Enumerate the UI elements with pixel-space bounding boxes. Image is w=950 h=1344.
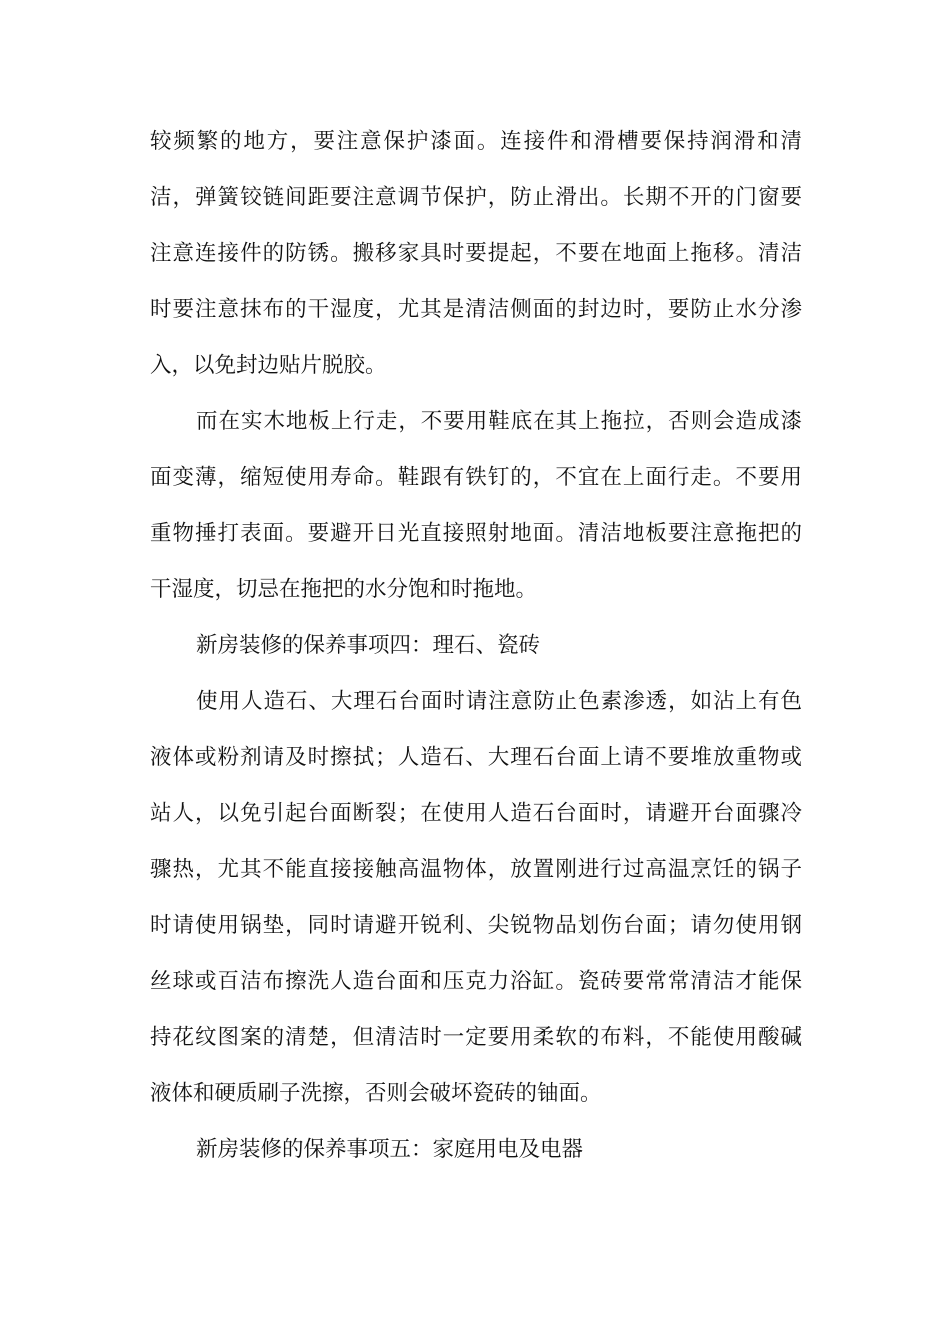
text-line: 丝球或百洁布擦洗人造台面和压克力浴缸。瓷砖要常常清洁才能保 xyxy=(150,969,802,994)
text-line: 液体或粉剂请及时擦拭；人造石、大理石台面上请不要堆放重物或 xyxy=(150,745,802,770)
text-line: 入，以免封边贴片脱胶。 xyxy=(150,353,387,378)
text-line: 骤热，尤其不能直接接触高温物体，放置刚进行过高温烹饪的锅子 xyxy=(150,857,802,882)
text-line: 面变薄，缩短使用寿命。鞋跟有铁钉的，不宜在上面行走。不要用 xyxy=(150,465,802,490)
text-line: 较频繁的地方，要注意保护漆面。连接件和滑槽要保持润滑和清 xyxy=(150,129,802,154)
text-line: 洁，弹簧铰链间距要注意调节保护，防止滑出。长期不开的门窗要 xyxy=(150,185,802,210)
heading-line: 新房装修的保养事项五：家庭用电及电器 xyxy=(196,1137,584,1162)
paragraph xyxy=(150,394,802,618)
text-line: 持花纹图案的清楚，但清洁时一定要用柔软的布料，不能使用酸碱 xyxy=(150,1025,802,1050)
section-heading xyxy=(150,1122,802,1178)
text-line: 干湿度，切忌在拖把的水分饱和时拖地。 xyxy=(150,577,538,602)
heading-line: 新房装修的保养事项四：理石、瓷砖 xyxy=(196,633,541,658)
text-line: 时请使用锅垫，同时请避开锐利、尖锐物品划伤台面；请勿使用钢 xyxy=(150,913,802,938)
text-line: 而在实木地板上行走，不要用鞋底在其上拖拉，否则会造成漆 xyxy=(196,409,802,434)
text-line: 注意连接件的防锈。搬移家具时要提起，不要在地面上拖移。清洁 xyxy=(150,241,802,266)
text-line: 重物捶打表面。要避开日光直接照射地面。清洁地板要注意拖把的 xyxy=(150,521,802,546)
text-line: 液体和硬质刷子洗擦，否则会破坏瓷砖的铀面。 xyxy=(150,1081,602,1106)
text-line: 使用人造石、大理石台面时请注意防止色素渗透，如沾上有色 xyxy=(196,689,802,714)
text-line: 站人，以免引起台面断裂；在使用人造石台面时，请避开台面骤冷 xyxy=(150,801,802,826)
section-heading xyxy=(150,618,802,674)
document-body xyxy=(150,114,802,1178)
paragraph xyxy=(150,674,802,1122)
text-line: 时要注意抹布的干湿度，尤其是清洁侧面的封边时，要防止水分渗 xyxy=(150,297,802,322)
paragraph xyxy=(150,114,802,394)
